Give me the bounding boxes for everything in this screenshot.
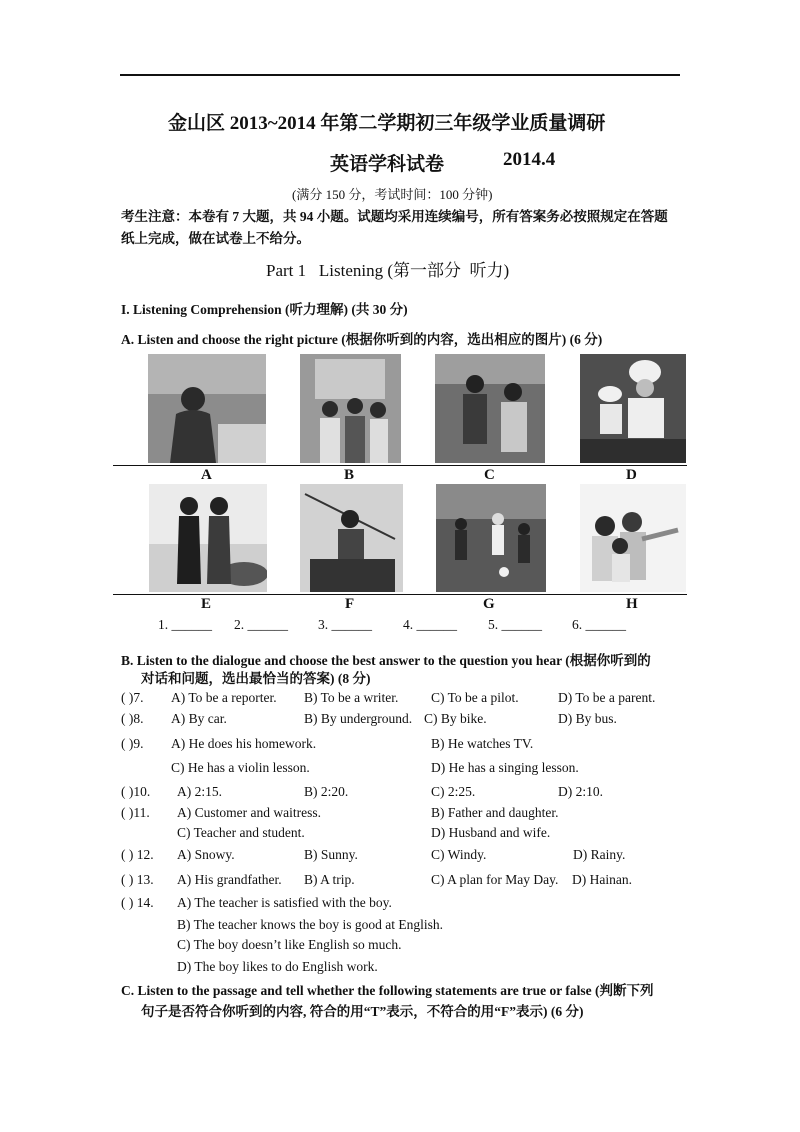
answer-blank-3[interactable]: 3. ______ [318, 617, 372, 632]
question-10-option-c[interactable]: C) 2:25. [431, 784, 476, 799]
picture-row-2-rule [113, 594, 687, 595]
question-9-option-d[interactable]: D) He has a singing lesson. [431, 760, 579, 775]
picture-label-g: G [483, 596, 495, 612]
question-13-option-c[interactable]: C) A plan for May Day. [431, 872, 559, 887]
question-13-option-d[interactable]: D) Hainan. [572, 872, 632, 887]
question-7-number[interactable]: ( )7. [121, 690, 144, 705]
question-7-option-a[interactable]: A) To be a reporter. [171, 690, 277, 705]
question-11-option-b[interactable]: B) Father and daughter. [431, 805, 559, 820]
question-7-option-c[interactable]: C) To be a pilot. [431, 690, 519, 705]
question-13-option-a[interactable]: A) His grandfather. [177, 872, 282, 887]
section-c-heading-line-2: 句子是否符合你听到的内容, 符合的用“T”表示，不符合的用“F”表示) (6 分) [141, 1004, 584, 1019]
question-11-option-a[interactable]: A) Customer and waitress. [177, 805, 321, 820]
question-9-option-a[interactable]: A) He does his homework. [171, 736, 317, 751]
question-9-option-c[interactable]: C) He has a violin lesson. [171, 760, 310, 775]
part-title: Part 1 Listening (第一部分 听力) [266, 261, 510, 280]
question-14-number[interactable]: ( ) 14. [121, 895, 154, 910]
picture-f [300, 484, 403, 592]
question-14-option-c[interactable]: C) The boy doesn’t like English so much. [177, 937, 402, 952]
section-a-heading: A. Listen and choose the right picture (根据你听到的内容，选出相应的图片) (6 分) [121, 332, 603, 347]
answer-blank-4[interactable]: 4. ______ [403, 617, 457, 632]
question-8-option-d[interactable]: D) By bus. [558, 711, 617, 726]
question-12-option-d[interactable]: D) Rainy. [573, 847, 626, 862]
notice-line-2: 纸上完成，做在试卷上不给分。 [121, 231, 310, 246]
question-14-option-d[interactable]: D) The boy likes to do English work. [177, 959, 378, 974]
exam-meta: (满分 150 分，考试时间：100 分钟) [292, 187, 493, 202]
exam-subtitle: 英语学科试卷 [330, 154, 445, 175]
question-14-option-b[interactable]: B) The teacher knows the boy is good at English. [177, 917, 443, 932]
question-11-option-c[interactable]: C) Teacher and student. [177, 825, 305, 840]
section-b-heading-line-2: 对话和问题，选出最恰当的答案) (8 分) [141, 671, 371, 686]
picture-label-a: A [201, 467, 212, 483]
question-10-option-a[interactable]: A) 2:15. [177, 784, 222, 799]
question-8-number[interactable]: ( )8. [121, 711, 144, 726]
question-12-option-b[interactable]: B) Sunny. [304, 847, 358, 862]
exam-date: 2014.4 [503, 149, 556, 170]
picture-b [300, 354, 401, 463]
question-8-option-c[interactable]: C) By bike. [424, 711, 487, 726]
exam-title: 金山区 2013~2014 年第二学期初三年级学业质量调研 [168, 113, 606, 134]
question-10-number[interactable]: ( )10. [121, 784, 151, 799]
picture-h [580, 484, 686, 592]
answer-blank-6[interactable]: 6. ______ [572, 617, 626, 632]
picture-a [148, 354, 266, 463]
top-rule [120, 74, 680, 76]
answer-blank-5[interactable]: 5. ______ [488, 617, 542, 632]
question-11-option-d[interactable]: D) Husband and wife. [431, 825, 551, 840]
picture-label-c: C [484, 467, 495, 483]
section-i-heading: I. Listening Comprehension (听力理解) (共 30 分) [121, 302, 408, 317]
picture-c [435, 354, 545, 463]
answer-blank-2[interactable]: 2. ______ [234, 617, 288, 632]
notice-line-1: 考生注意：本卷有 7 大题，共 94 小题。试题均采用连续编号，所有答案务必按照规定在答题 [121, 209, 668, 224]
picture-label-d: D [626, 467, 637, 483]
question-10-option-d[interactable]: D) 2:10. [558, 784, 603, 799]
picture-label-e: E [201, 596, 212, 612]
question-7-option-b[interactable]: B) To be a writer. [304, 690, 399, 705]
question-9-option-b[interactable]: B) He watches TV. [431, 736, 534, 751]
question-7-option-d[interactable]: D) To be a parent. [558, 690, 656, 705]
question-13-option-b[interactable]: B) A trip. [304, 872, 355, 887]
picture-g [436, 484, 546, 592]
picture-label-b: B [344, 467, 355, 483]
picture-e [149, 484, 267, 592]
question-9-number[interactable]: ( )9. [121, 736, 144, 751]
section-b-heading-line-1: B. Listen to the dialogue and choose the best answer to the question you hear (根据你听到的 [121, 653, 651, 668]
picture-label-f: F [345, 596, 355, 612]
question-8-option-a[interactable]: A) By car. [171, 711, 227, 726]
picture-d [580, 354, 686, 463]
question-14-option-a[interactable]: A) The teacher is satisfied with the boy. [177, 895, 392, 910]
section-c-heading-line-1: C. Listen to the passage and tell whether the following statements are true or false (判断下列 [121, 983, 654, 998]
picture-row-1-rule [113, 465, 687, 466]
question-10-option-b[interactable]: B) 2:20. [304, 784, 349, 799]
question-12-number[interactable]: ( ) 12. [121, 847, 154, 862]
answer-blank-1[interactable]: 1. ______ [158, 617, 212, 632]
question-8-option-b[interactable]: B) By underground. [304, 711, 413, 726]
question-13-number[interactable]: ( ) 13. [121, 872, 154, 887]
picture-label-h: H [626, 596, 638, 612]
question-12-option-c[interactable]: C) Windy. [431, 847, 487, 862]
question-12-option-a[interactable]: A) Snowy. [177, 847, 235, 862]
question-11-number[interactable]: ( )11. [121, 805, 150, 820]
